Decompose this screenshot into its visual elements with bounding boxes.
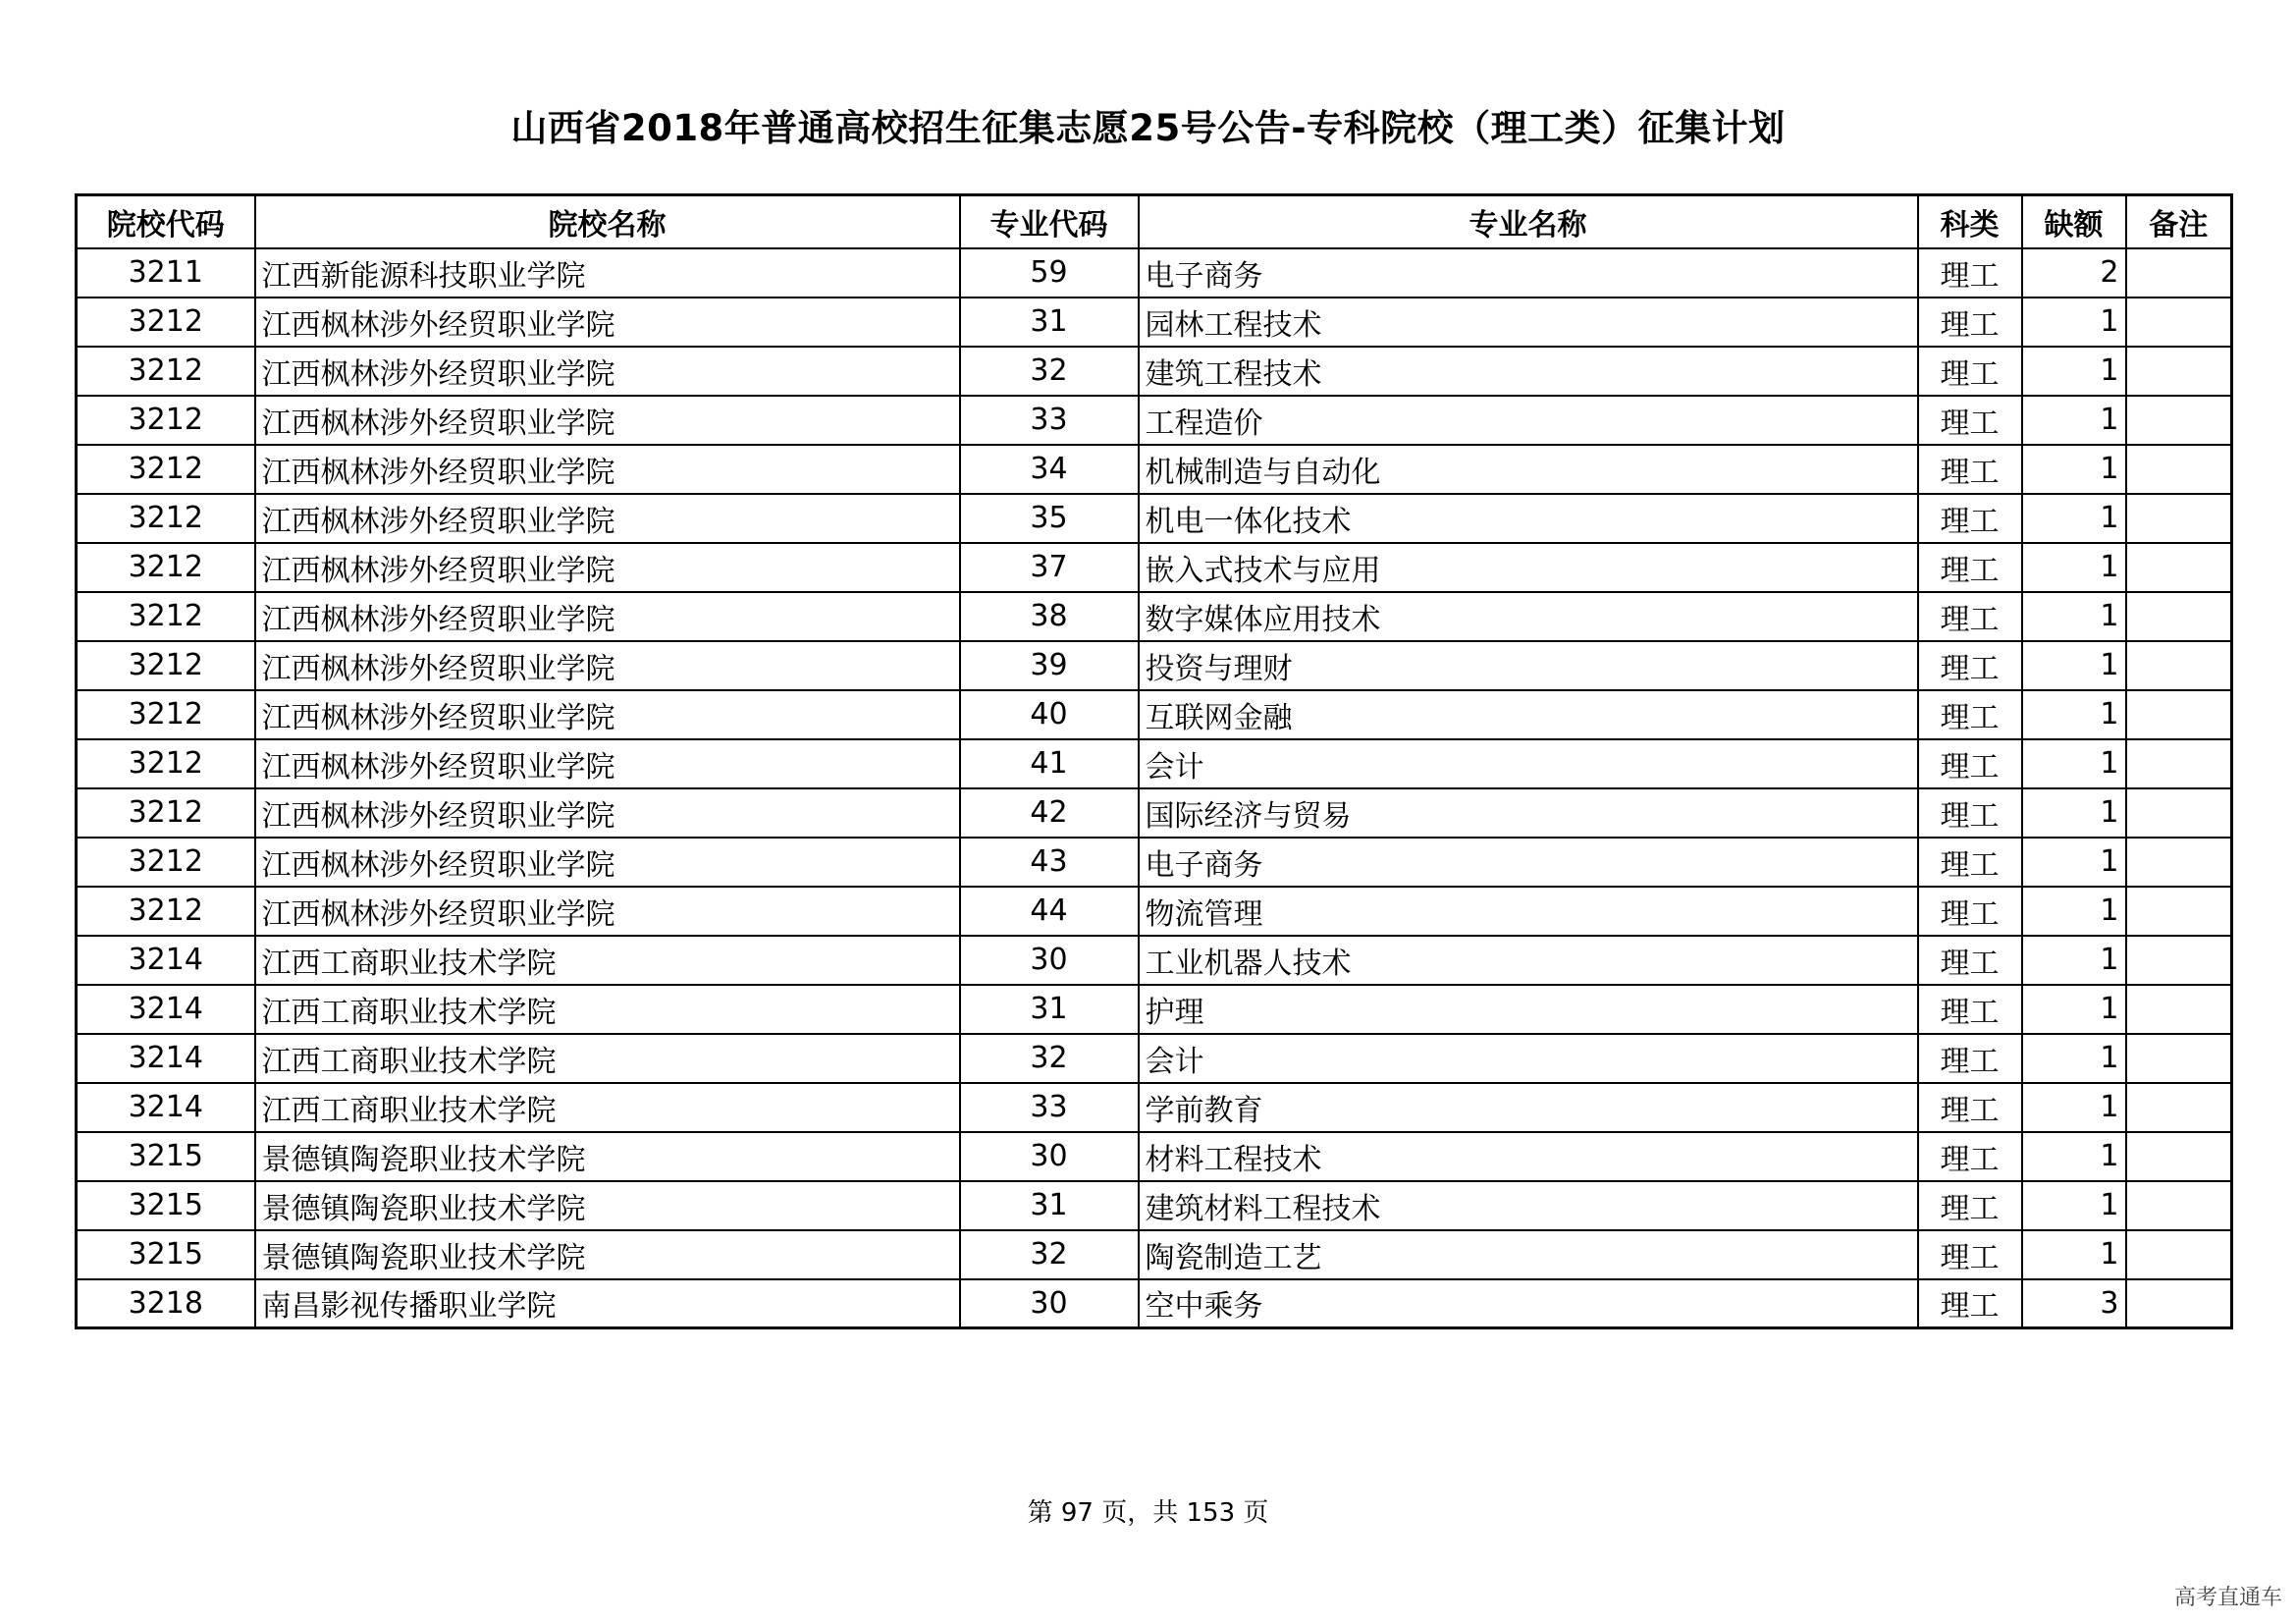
- cell-vacancy: 1: [2022, 887, 2126, 936]
- cell-remarks: [2126, 1083, 2232, 1132]
- table-row: [77, 936, 2232, 985]
- page-title: 山西省2018年普通高校招生征集志愿25号公告-专科院校（理工类）征集计划: [510, 107, 1786, 149]
- cell-major-code: 33: [960, 396, 1139, 445]
- cell-major-name: 嵌入式技术与应用: [1139, 543, 1918, 592]
- cell-school-code: 3212: [77, 887, 255, 936]
- cell-major-code: 42: [960, 788, 1139, 838]
- cell-school-code: 3212: [77, 543, 255, 592]
- cell-school-code: 3214: [77, 1083, 255, 1132]
- cell-remarks: [2126, 298, 2232, 347]
- cell-school-name: 江西枫林涉外经贸职业学院: [255, 838, 960, 887]
- cell-major-name: 材料工程技术: [1139, 1132, 1918, 1181]
- cell-major-code: 34: [960, 445, 1139, 494]
- cell-remarks: [2126, 248, 2232, 298]
- cell-school-code: 3212: [77, 396, 255, 445]
- cell-major-code: 38: [960, 592, 1139, 641]
- cell-major-name: 空中乘务: [1139, 1279, 1918, 1328]
- cell-remarks: [2126, 1132, 2232, 1181]
- table-row: [77, 887, 2232, 936]
- cell-school-code: 3214: [77, 1034, 255, 1083]
- cell-school-code: 3212: [77, 690, 255, 739]
- cell-vacancy: 1: [2022, 1230, 2126, 1279]
- cell-category: 理工: [1918, 592, 2022, 641]
- cell-category: 理工: [1918, 1279, 2022, 1328]
- cell-vacancy: 1: [2022, 396, 2126, 445]
- cell-school-name: 江西枫林涉外经贸职业学院: [255, 887, 960, 936]
- cell-major-code: 44: [960, 887, 1139, 936]
- cell-school-code: 3212: [77, 494, 255, 543]
- cell-major-name: 园林工程技术: [1139, 298, 1918, 347]
- cell-vacancy: 1: [2022, 592, 2126, 641]
- cell-vacancy: 1: [2022, 1083, 2126, 1132]
- header-category: 科类: [1918, 195, 2022, 248]
- cell-major-code: 59: [960, 248, 1139, 298]
- cell-vacancy: 1: [2022, 690, 2126, 739]
- cell-remarks: [2126, 838, 2232, 887]
- cell-major-name: 会计: [1139, 739, 1918, 788]
- cell-category: 理工: [1918, 494, 2022, 543]
- cell-vacancy: 1: [2022, 494, 2126, 543]
- cell-school-code: 3215: [77, 1181, 255, 1230]
- cell-school-name: 江西工商职业技术学院: [255, 1034, 960, 1083]
- cell-vacancy: 1: [2022, 1034, 2126, 1083]
- cell-remarks: [2126, 788, 2232, 838]
- table-row: [77, 739, 2232, 788]
- cell-category: 理工: [1918, 641, 2022, 690]
- cell-school-name: 江西工商职业技术学院: [255, 936, 960, 985]
- cell-major-code: 31: [960, 298, 1139, 347]
- cell-major-name: 建筑材料工程技术: [1139, 1181, 1918, 1230]
- cell-school-name: 江西工商职业技术学院: [255, 985, 960, 1034]
- table-row: [77, 347, 2232, 396]
- table-row: [77, 1083, 2232, 1132]
- cell-vacancy: 1: [2022, 1181, 2126, 1230]
- cell-school-code: 3218: [77, 1279, 255, 1328]
- cell-school-name: 江西枫林涉外经贸职业学院: [255, 739, 960, 788]
- cell-vacancy: 3: [2022, 1279, 2126, 1328]
- cell-category: 理工: [1918, 396, 2022, 445]
- cell-vacancy: 1: [2022, 985, 2126, 1034]
- cell-remarks: [2126, 396, 2232, 445]
- cell-school-code: 3211: [77, 248, 255, 298]
- cell-school-code: 3212: [77, 788, 255, 838]
- cell-remarks: [2126, 1279, 2232, 1328]
- cell-category: 理工: [1918, 838, 2022, 887]
- cell-school-name: 江西枫林涉外经贸职业学院: [255, 445, 960, 494]
- cell-vacancy: 1: [2022, 641, 2126, 690]
- table-body: [77, 248, 2232, 1328]
- cell-school-name: 江西枫林涉外经贸职业学院: [255, 396, 960, 445]
- cell-category: 理工: [1918, 347, 2022, 396]
- cell-vacancy: 2: [2022, 248, 2126, 298]
- cell-vacancy: 1: [2022, 788, 2126, 838]
- cell-major-name: 互联网金融: [1139, 690, 1918, 739]
- cell-school-name: 江西枫林涉外经贸职业学院: [255, 494, 960, 543]
- cell-major-code: 30: [960, 1279, 1139, 1328]
- cell-major-code: 32: [960, 347, 1139, 396]
- cell-school-code: 3215: [77, 1230, 255, 1279]
- cell-major-code: 32: [960, 1034, 1139, 1083]
- cell-school-name: 景德镇陶瓷职业技术学院: [255, 1132, 960, 1181]
- cell-school-code: 3212: [77, 347, 255, 396]
- cell-vacancy: 1: [2022, 838, 2126, 887]
- cell-major-code: 31: [960, 1181, 1139, 1230]
- cell-vacancy: 1: [2022, 445, 2126, 494]
- cell-major-code: 41: [960, 739, 1139, 788]
- header-major-code: 专业代码: [960, 195, 1139, 248]
- cell-remarks: [2126, 1230, 2232, 1279]
- table-row: [77, 298, 2232, 347]
- cell-school-name: 江西枫林涉外经贸职业学院: [255, 298, 960, 347]
- cell-major-name: 工业机器人技术: [1139, 936, 1918, 985]
- cell-major-code: 39: [960, 641, 1139, 690]
- table-row: [77, 641, 2232, 690]
- table-row: [77, 788, 2232, 838]
- cell-school-name: 景德镇陶瓷职业技术学院: [255, 1230, 960, 1279]
- cell-category: 理工: [1918, 543, 2022, 592]
- header-school-code: 院校代码: [77, 195, 255, 248]
- cell-school-name: 江西枫林涉外经贸职业学院: [255, 543, 960, 592]
- cell-major-name: 工程造价: [1139, 396, 1918, 445]
- cell-remarks: [2126, 592, 2232, 641]
- cell-major-name: 数字媒体应用技术: [1139, 592, 1918, 641]
- cell-remarks: [2126, 985, 2232, 1034]
- cell-category: 理工: [1918, 985, 2022, 1034]
- cell-school-name: 江西枫林涉外经贸职业学院: [255, 641, 960, 690]
- cell-remarks: [2126, 936, 2232, 985]
- cell-vacancy: 1: [2022, 543, 2126, 592]
- cell-major-code: 32: [960, 1230, 1139, 1279]
- table-row: [77, 396, 2232, 445]
- cell-school-code: 3214: [77, 985, 255, 1034]
- cell-school-code: 3215: [77, 1132, 255, 1181]
- cell-school-name: 江西枫林涉外经贸职业学院: [255, 788, 960, 838]
- cell-category: 理工: [1918, 1181, 2022, 1230]
- cell-vacancy: 1: [2022, 739, 2126, 788]
- cell-major-name: 电子商务: [1139, 248, 1918, 298]
- cell-school-name: 景德镇陶瓷职业技术学院: [255, 1181, 960, 1230]
- cell-school-code: 3212: [77, 739, 255, 788]
- cell-vacancy: 1: [2022, 1132, 2126, 1181]
- header-school-name: 院校名称: [255, 195, 960, 248]
- cell-school-code: 3212: [77, 838, 255, 887]
- cell-category: 理工: [1918, 739, 2022, 788]
- cell-remarks: [2126, 1034, 2232, 1083]
- cell-major-name: 机电一体化技术: [1139, 494, 1918, 543]
- cell-major-name: 学前教育: [1139, 1083, 1918, 1132]
- cell-category: 理工: [1918, 248, 2022, 298]
- cell-major-code: 31: [960, 985, 1139, 1034]
- cell-school-code: 3212: [77, 445, 255, 494]
- cell-category: 理工: [1918, 1132, 2022, 1181]
- table-row: [77, 1230, 2232, 1279]
- cell-category: 理工: [1918, 1230, 2022, 1279]
- cell-major-code: 33: [960, 1083, 1139, 1132]
- table-row: [77, 1181, 2232, 1230]
- table-header-row: [77, 195, 2232, 248]
- cell-remarks: [2126, 739, 2232, 788]
- cell-major-name: 电子商务: [1139, 838, 1918, 887]
- cell-school-code: 3212: [77, 641, 255, 690]
- cell-major-code: 40: [960, 690, 1139, 739]
- table-row: [77, 1132, 2232, 1181]
- cell-category: 理工: [1918, 887, 2022, 936]
- cell-major-name: 投资与理财: [1139, 641, 1918, 690]
- cell-category: 理工: [1918, 445, 2022, 494]
- cell-school-code: 3212: [77, 298, 255, 347]
- cell-category: 理工: [1918, 936, 2022, 985]
- cell-major-code: 35: [960, 494, 1139, 543]
- enrollment-plan-table: [75, 193, 2233, 1329]
- cell-category: 理工: [1918, 1083, 2022, 1132]
- cell-remarks: [2126, 690, 2232, 739]
- cell-remarks: [2126, 347, 2232, 396]
- cell-category: 理工: [1918, 1034, 2022, 1083]
- cell-category: 理工: [1918, 690, 2022, 739]
- table-row: [77, 985, 2232, 1034]
- table-row: [77, 1279, 2232, 1328]
- watermark-text: 高考直通车: [2173, 1586, 2282, 1610]
- cell-major-name: 护理: [1139, 985, 1918, 1034]
- header-major-name: 专业名称: [1139, 195, 1918, 248]
- cell-major-name: 陶瓷制造工艺: [1139, 1230, 1918, 1279]
- cell-category: 理工: [1918, 788, 2022, 838]
- table-row: [77, 592, 2232, 641]
- cell-major-code: 43: [960, 838, 1139, 887]
- cell-major-name: 建筑工程技术: [1139, 347, 1918, 396]
- cell-school-code: 3212: [77, 592, 255, 641]
- cell-school-name: 江西枫林涉外经贸职业学院: [255, 690, 960, 739]
- cell-remarks: [2126, 1181, 2232, 1230]
- table-row: [77, 248, 2232, 298]
- cell-vacancy: 1: [2022, 298, 2126, 347]
- table-row: [77, 445, 2232, 494]
- cell-remarks: [2126, 543, 2232, 592]
- cell-school-name: 南昌影视传播职业学院: [255, 1279, 960, 1328]
- cell-school-name: 江西枫林涉外经贸职业学院: [255, 592, 960, 641]
- header-vacancy: 缺额: [2022, 195, 2126, 248]
- page-number: 第 97 页，共 153 页: [1027, 1498, 1269, 1528]
- cell-school-code: 3214: [77, 936, 255, 985]
- cell-major-code: 30: [960, 1132, 1139, 1181]
- cell-vacancy: 1: [2022, 936, 2126, 985]
- cell-major-code: 30: [960, 936, 1139, 985]
- cell-category: 理工: [1918, 298, 2022, 347]
- cell-major-name: 物流管理: [1139, 887, 1918, 936]
- cell-major-name: 会计: [1139, 1034, 1918, 1083]
- header-remarks: 备注: [2126, 195, 2232, 248]
- cell-remarks: [2126, 887, 2232, 936]
- table-row: [77, 1034, 2232, 1083]
- cell-remarks: [2126, 641, 2232, 690]
- cell-major-code: 37: [960, 543, 1139, 592]
- table-row: [77, 543, 2232, 592]
- cell-major-name: 国际经济与贸易: [1139, 788, 1918, 838]
- table-row: [77, 494, 2232, 543]
- table-row: [77, 690, 2232, 739]
- cell-remarks: [2126, 445, 2232, 494]
- table-row: [77, 838, 2232, 887]
- cell-remarks: [2126, 494, 2232, 543]
- cell-vacancy: 1: [2022, 347, 2126, 396]
- cell-school-name: 江西新能源科技职业学院: [255, 248, 960, 298]
- cell-school-name: 江西枫林涉外经贸职业学院: [255, 347, 960, 396]
- cell-school-name: 江西工商职业技术学院: [255, 1083, 960, 1132]
- cell-major-name: 机械制造与自动化: [1139, 445, 1918, 494]
